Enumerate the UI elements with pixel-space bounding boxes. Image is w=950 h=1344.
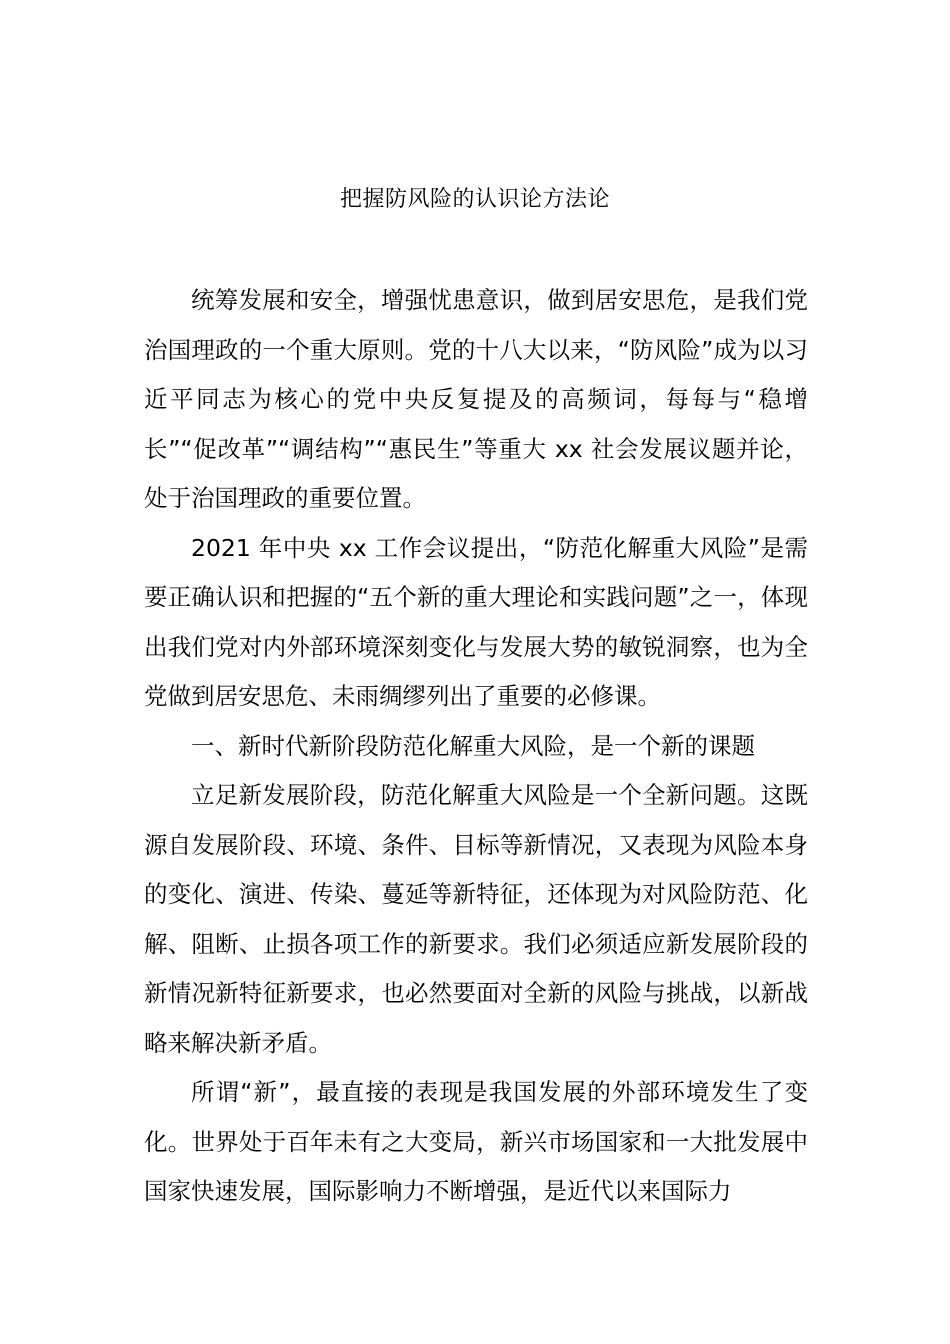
document-body	[144, 276, 808, 1217]
paragraph: 统筹发展和安全，增强忧患意识，做到居安思危，是我们党治国理政的一个重大原则。党的十八大以来，“防风险”成为以习近平同志为核心的党中央反复提及的高频词，每每与“稳增长”“促改革”“调结构”“惠民生”等重大 xx 社会发展议题并论，处于治国理政的重要位置。	[144, 286, 808, 512]
paragraph: 2021 年中央 xx 工作会议提出，“防范化解重大风险”是需要正确认识和把握的“五个新的重大理论和实践问题”之一，体现出我们党对内外部环境深刻变化与发展大势的敏锐洞察，也为全党做到居安思危、未雨绸缪列出了重要的必修课。	[144, 533, 808, 710]
document-title: 把握防风险的认识论方法论	[339, 187, 610, 212]
paragraph: 所谓“新”，最直接的表现是我国发展的外部环境发生了变化。世界处于百年未有之大变局，新兴市场国家和一大批发展中国家快速发展，国际影响力不断增强，是近代以来国际力	[144, 1078, 808, 1205]
section-heading: 一、新时代新阶段防范化解重大风险，是一个新的课题	[191, 731, 755, 760]
paragraph: 立足新发展阶段，防范化解重大风险是一个全新问题。这既源自发展阶段、环境、条件、目标等新情况，又表现为风险本身的变化、演进、传染、蔓延等新特征，还体现为对风险防范、化解、阻断、止损各项工作的新要求。我们必须适应新发展阶段的新情况新特征新要求，也必然要面对全新的风险与挑战，以新战略来解决新矛盾。	[144, 781, 808, 1057]
